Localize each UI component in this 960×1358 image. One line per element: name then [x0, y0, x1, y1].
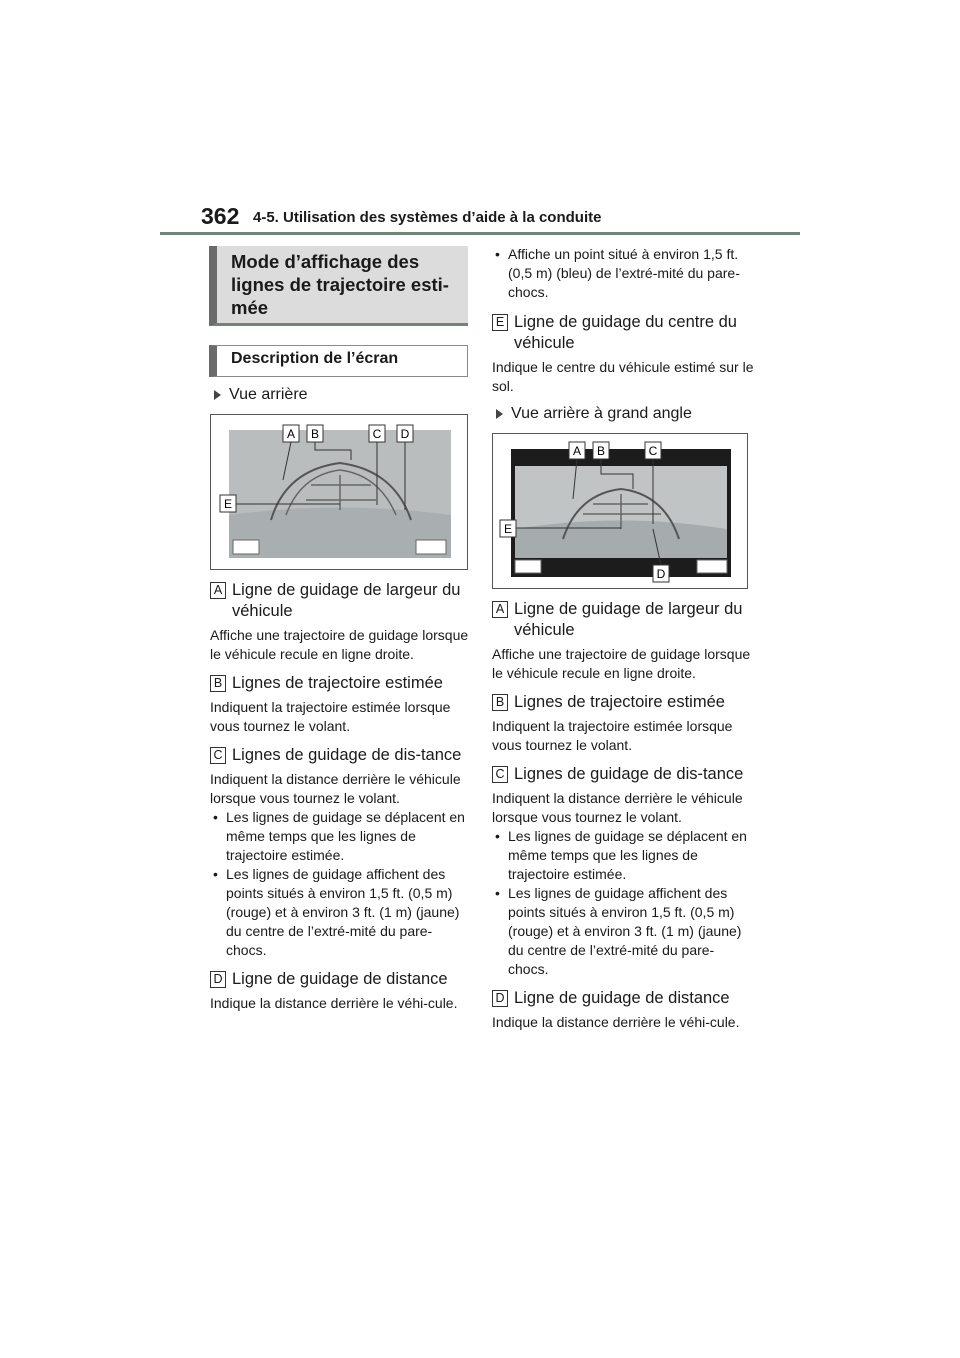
item-letter-c: C — [492, 766, 508, 783]
right-column — [492, 245, 754, 1041]
item-letter-a: A — [492, 601, 508, 618]
item-letter-d: D — [210, 971, 226, 988]
chapter-title: 4-5. Utilisation des systèmes d’aide à la conduite — [253, 209, 602, 226]
item-title: Ligne de guidage de distance — [514, 989, 730, 1007]
item-bullet: • Affiche un point situé à environ 1,5 ft. (0,5 m) (bleu) de l’extré-mité du pare-chocs. — [492, 245, 754, 302]
triangle-bullet-icon — [214, 390, 221, 400]
wide-view-figure — [492, 433, 748, 589]
fig1-label-a: A — [286, 427, 296, 441]
item-title: Ligne de guidage de distance — [232, 970, 448, 988]
item-title: Lignes de trajectoire estimée — [514, 693, 725, 711]
triangle-bullet-icon — [496, 409, 503, 419]
wide-item-b — [492, 692, 754, 755]
item-description: Indiquent la distance derrière le véhicule lorsque vous tournez le volant. — [210, 771, 461, 806]
item-description: Indiquent la distance derrière le véhicule lorsque vous tournez le volant. — [492, 790, 743, 825]
page-number: 362 — [201, 203, 240, 229]
item-bullet: • Les lignes de guidage affichent des points situés à environ 1,5 ft. (0,5 m) (rouge) et à environ 3 ft. (1 m) (jaune) du centre de l’extré-mité du pare-chocs. — [492, 884, 754, 979]
rear-item-d — [210, 969, 470, 1013]
header-divider — [160, 232, 800, 235]
rear-view-figure — [210, 414, 468, 570]
fig2-label-a: A — [572, 444, 582, 458]
item-description: Affiche une trajectoire de guidage lorsque le véhicule recule en ligne droite. — [492, 646, 751, 681]
item-letter-c: C — [210, 747, 226, 764]
fig2-label-b: B — [596, 444, 606, 458]
wide-item-c — [492, 764, 754, 979]
item-letter-b: B — [210, 675, 226, 692]
wide-item-d — [492, 988, 754, 1032]
wide-view-heading: Vue arrière à grand angle — [492, 405, 754, 423]
item-title: Ligne de guidage du centre du véhicule — [514, 313, 737, 352]
fig1-label-e: E — [223, 497, 233, 511]
left-column — [210, 386, 470, 1022]
item-description: Affiche une trajectoire de guidage lorsque le véhicule recule en ligne droite. — [210, 627, 469, 662]
section-title: Mode d’affichage des lignes de trajectoire esti-mée — [209, 246, 468, 326]
item-description: Indique le centre du véhicule estimé sur le sol. — [492, 359, 754, 394]
item-letter-a: A — [210, 582, 226, 599]
fig2-label-d: D — [656, 567, 666, 581]
fig2-label-e: E — [503, 522, 513, 536]
wide-view-camera-illustration — [493, 434, 749, 590]
rear-view-camera-illustration — [211, 415, 469, 571]
fig1-label-c: C — [372, 427, 382, 441]
rear-item-a — [210, 580, 470, 664]
item-title: Lignes de trajectoire estimée — [232, 674, 443, 692]
wide-item-a — [492, 599, 754, 683]
item-title: Ligne de guidage de largeur du véhicule — [514, 600, 743, 639]
item-title: Ligne de guidage de largeur du véhicule — [232, 581, 461, 620]
item-bullet: • Les lignes de guidage se déplacent en même temps que les lignes de trajectoire estimée. — [492, 827, 754, 884]
fig1-label-b: B — [310, 427, 320, 441]
rear-view-heading: Vue arrière — [210, 386, 470, 404]
subsection-title: Description de l’écran — [209, 345, 468, 377]
item-title: Lignes de guidage de dis-tance — [232, 746, 462, 764]
item-description: Indiquent la trajectoire estimée lorsque vous tournez le volant. — [210, 699, 451, 734]
item-letter-b: B — [492, 694, 508, 711]
item-title: Lignes de guidage de dis-tance — [514, 765, 744, 783]
item-description: Indiquent la trajectoire estimée lorsque vous tournez le volant. — [492, 718, 733, 753]
item-letter-e: E — [492, 314, 508, 331]
item-description: Indique la distance derrière le véhi-cule. — [492, 1014, 740, 1030]
item-bullet: • Les lignes de guidage se déplacent en même temps que les lignes de trajectoire estimée. — [210, 808, 470, 865]
item-letter-d: D — [492, 990, 508, 1007]
rear-item-c — [210, 745, 470, 960]
rear-item-b — [210, 673, 470, 736]
item-description: Indique la distance derrière le véhi-cule. — [210, 995, 458, 1011]
item-bullet: • Les lignes de guidage affichent des points situés à environ 1,5 ft. (0,5 m) (rouge) et à environ 3 ft. (1 m) (jaune) du centre de l’extré-mité du pare-chocs. — [210, 865, 470, 960]
fig1-label-d: D — [400, 427, 410, 441]
rear-item-e — [492, 312, 754, 396]
fig2-label-c: C — [648, 444, 658, 458]
